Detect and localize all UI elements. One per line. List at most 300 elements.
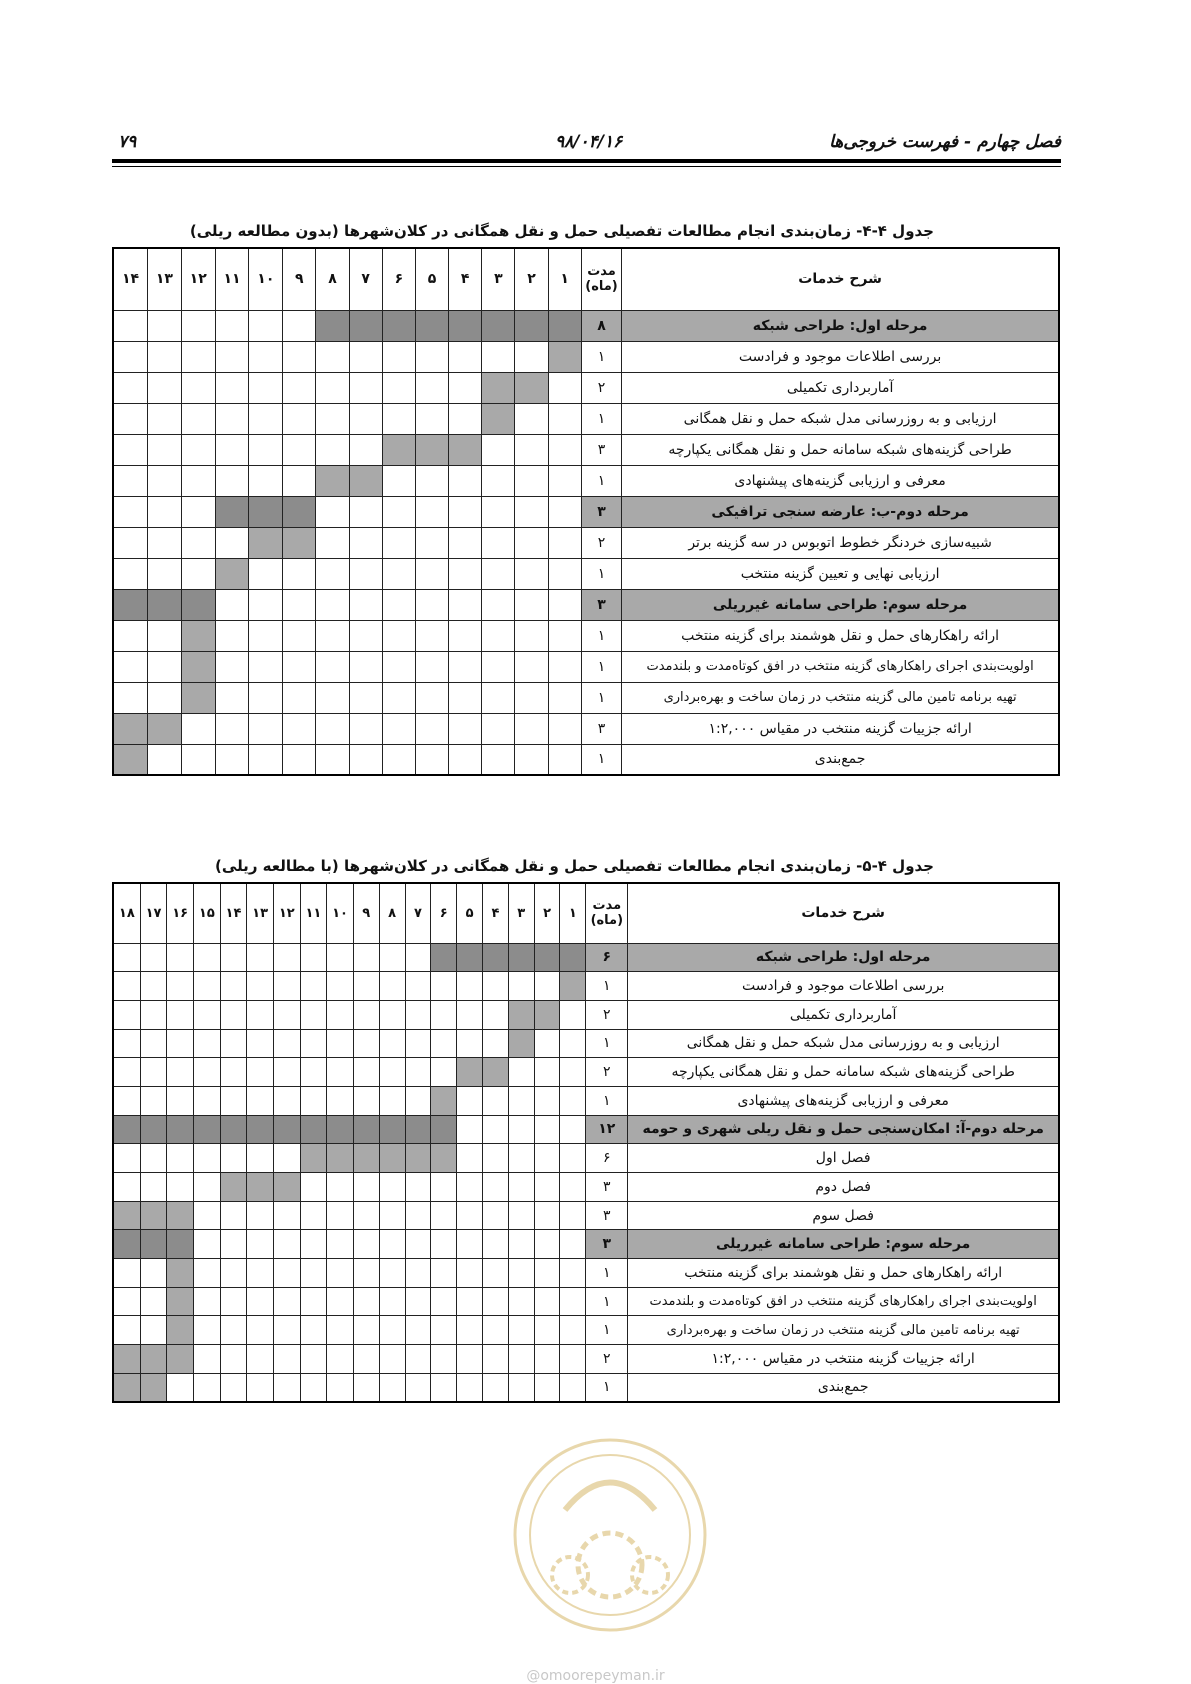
gantt-cell [405, 943, 431, 972]
task-row [113, 1373, 1059, 1402]
gantt-cell [181, 558, 215, 589]
table-header-row [113, 248, 1059, 310]
gantt-cell [140, 1201, 167, 1230]
task-duration: ۱ [581, 465, 621, 496]
task-duration: ۱ [586, 1029, 628, 1058]
gantt-cell [560, 1345, 586, 1374]
gantt-cell [483, 1373, 509, 1402]
gantt-cell [140, 972, 167, 1001]
gantt-cell [382, 527, 415, 558]
gantt-cell [300, 1201, 327, 1230]
gantt-cell [431, 1115, 457, 1144]
desc-header: شرح خدمات [628, 883, 1059, 943]
gantt-cell [247, 1316, 274, 1345]
task-duration: ۳ [586, 1230, 628, 1259]
gantt-cell [327, 1259, 354, 1288]
gantt-cell [167, 943, 194, 972]
gantt-cell [379, 1029, 405, 1058]
gantt-cell [215, 310, 249, 341]
gantt-cell [215, 682, 249, 713]
gantt-cell [515, 558, 548, 589]
gantt-cell [316, 372, 349, 403]
gantt-cell [508, 1173, 534, 1202]
gantt-cell [457, 1230, 483, 1259]
gantt-cell [482, 341, 515, 372]
gantt-cell [534, 1373, 560, 1402]
task-row [113, 744, 1059, 775]
task-row [113, 1029, 1059, 1058]
gantt-cell [181, 682, 215, 713]
month-header: ۸ [379, 883, 405, 943]
gantt-cell [449, 558, 482, 589]
gantt-cell [405, 1086, 431, 1115]
gantt-cell [147, 558, 181, 589]
gantt-cell [316, 713, 349, 744]
phase-title: مرحله اول: طراحی شبکه [622, 310, 1059, 341]
gantt-cell [431, 972, 457, 1001]
gantt-cell [482, 620, 515, 651]
gantt-cell [283, 341, 316, 372]
month-header: ۹ [283, 248, 316, 310]
gantt-cell [113, 1086, 140, 1115]
gantt-cell [167, 1201, 194, 1230]
gantt-cell [379, 943, 405, 972]
gantt-cell [300, 1287, 327, 1316]
gantt-cell [273, 1058, 300, 1087]
gantt-cell [300, 1115, 327, 1144]
month-header: ۱ [548, 248, 581, 310]
gantt-cell [508, 1259, 534, 1288]
gantt-cell [482, 465, 515, 496]
gantt-cell [382, 651, 415, 682]
month-header: ۱۷ [140, 883, 167, 943]
gantt-cell [140, 1373, 167, 1402]
gantt-cell [220, 1373, 247, 1402]
gantt-cell [316, 341, 349, 372]
gantt-cell [482, 403, 515, 434]
gantt-cell [382, 372, 415, 403]
gantt-cell [194, 1058, 221, 1087]
gantt-cell [353, 1316, 379, 1345]
phase-row [113, 1230, 1059, 1259]
month-header: ۵ [457, 883, 483, 943]
gantt-cell [147, 310, 181, 341]
gantt-cell [483, 1115, 509, 1144]
gantt-cell [483, 1230, 509, 1259]
gantt-cell [220, 1345, 247, 1374]
gantt-cell [482, 527, 515, 558]
gantt-cell [194, 1373, 221, 1402]
gantt-cell [273, 1086, 300, 1115]
phase-title: مرحله دوم-آ: امکان‌سنجی حمل و نقل ریلی شهری و حومه [628, 1115, 1059, 1144]
gantt-cell [508, 1029, 534, 1058]
gantt-cell [181, 372, 215, 403]
gantt-cell [415, 682, 448, 713]
gantt-cell [353, 1173, 379, 1202]
phase-row [113, 1115, 1059, 1144]
month-header: ۱۶ [167, 883, 194, 943]
gantt-cell [300, 943, 327, 972]
gantt-cell [181, 744, 215, 775]
gantt-cell [247, 1115, 274, 1144]
task-duration: ۱ [581, 620, 621, 651]
task-row [113, 1000, 1059, 1029]
gantt-cell [534, 1259, 560, 1288]
gantt-cell [353, 1259, 379, 1288]
gantt-cell [273, 1373, 300, 1402]
gantt-cell [167, 1259, 194, 1288]
gantt-cell [548, 434, 581, 465]
gantt-cell [534, 943, 560, 972]
gantt-cell [113, 682, 147, 713]
month-header: ۶ [431, 883, 457, 943]
task-row [113, 713, 1059, 744]
gantt-cell [382, 744, 415, 775]
gantt-cell [405, 1287, 431, 1316]
task-row [113, 434, 1059, 465]
gantt-cell [247, 1373, 274, 1402]
gantt-cell [194, 1029, 221, 1058]
gantt-cell [560, 972, 586, 1001]
gantt-cell [113, 496, 147, 527]
gantt-cell [273, 1316, 300, 1345]
task-duration: ۱ [586, 1287, 628, 1316]
gantt-cell [215, 744, 249, 775]
gantt-cell [382, 403, 415, 434]
task-duration: ۶ [586, 943, 628, 972]
gantt-cell [249, 434, 283, 465]
gantt-cell [379, 1287, 405, 1316]
gantt-cell [194, 1000, 221, 1029]
gantt-cell [247, 943, 274, 972]
month-header: ۴ [449, 248, 482, 310]
month-header: ۲ [515, 248, 548, 310]
task-row [113, 620, 1059, 651]
gantt-cell [515, 465, 548, 496]
gantt-cell [483, 1086, 509, 1115]
gantt-cell [449, 496, 482, 527]
gantt-cell [379, 1259, 405, 1288]
gantt-cell [113, 744, 147, 775]
gantt-cell [508, 1115, 534, 1144]
gantt-cell [215, 341, 249, 372]
gantt-cell [113, 465, 147, 496]
gantt-cell [457, 1029, 483, 1058]
gantt-cell [247, 1259, 274, 1288]
gantt-cell [327, 1115, 354, 1144]
gantt-cell [431, 1345, 457, 1374]
task-row [113, 341, 1059, 372]
gantt-cell [508, 1086, 534, 1115]
phase-row [113, 943, 1059, 972]
gantt-cell [113, 620, 147, 651]
gantt-cell [316, 682, 349, 713]
duration-header: مدت (ماه) [586, 883, 628, 943]
gantt-cell [273, 1345, 300, 1374]
task-duration: ۲ [586, 1345, 628, 1374]
gantt-cell [247, 1287, 274, 1316]
gantt-cell [508, 1373, 534, 1402]
gantt-cell [353, 1058, 379, 1087]
gantt-cell [220, 943, 247, 972]
gantt-cell [482, 558, 515, 589]
task-description: بررسی اطلاعات موجود و فرادست [628, 972, 1059, 1001]
gantt-cell [113, 341, 147, 372]
gantt-cell [181, 310, 215, 341]
gantt-cell [283, 403, 316, 434]
gantt-cell [283, 744, 316, 775]
gantt-cell [316, 527, 349, 558]
gantt-cell [349, 620, 382, 651]
task-row [113, 1316, 1059, 1345]
month-header: ۷ [349, 248, 382, 310]
gantt-cell [449, 403, 482, 434]
task-duration: ۱۲ [586, 1115, 628, 1144]
task-duration: ۱ [581, 682, 621, 713]
gantt-cell [379, 1086, 405, 1115]
month-header: ۳ [508, 883, 534, 943]
gantt-cell [113, 1000, 140, 1029]
gantt-cell [140, 1000, 167, 1029]
gantt-cell [300, 1086, 327, 1115]
gantt-cell [220, 1058, 247, 1087]
gantt-cell [327, 1144, 354, 1173]
gantt-cell [247, 1029, 274, 1058]
gantt-cell [316, 651, 349, 682]
gantt-cell [415, 434, 448, 465]
gantt-cell [482, 713, 515, 744]
month-header: ۱۴ [113, 248, 147, 310]
gantt-cell [515, 341, 548, 372]
gantt-cell [548, 589, 581, 620]
gantt-cell [300, 1000, 327, 1029]
gantt-cell [382, 620, 415, 651]
gantt-cell [140, 1259, 167, 1288]
gantt-cell [483, 972, 509, 1001]
gantt-cell [353, 1029, 379, 1058]
gantt-cell [300, 1259, 327, 1288]
task-duration: ۱ [581, 744, 621, 775]
gantt-cell [273, 1201, 300, 1230]
gantt-cell [220, 1115, 247, 1144]
gantt-cell [353, 1230, 379, 1259]
task-duration: ۱ [581, 403, 621, 434]
gantt-cell [181, 341, 215, 372]
gantt-cell [515, 527, 548, 558]
gantt-cell [483, 1173, 509, 1202]
gantt-cell [431, 1230, 457, 1259]
gantt-cell [300, 1230, 327, 1259]
gantt-cell [215, 403, 249, 434]
gantt-cell [415, 465, 448, 496]
gantt-cell [113, 434, 147, 465]
gantt-cell [140, 1086, 167, 1115]
task-row [113, 1287, 1059, 1316]
task-row [113, 558, 1059, 589]
gantt-cell [449, 434, 482, 465]
gantt-cell [283, 527, 316, 558]
gantt-cell [220, 1173, 247, 1202]
phase-title: مرحله سوم: طراحی سامانه غیرریلی [622, 589, 1059, 620]
gantt-cell [283, 558, 316, 589]
gantt-cell [457, 1144, 483, 1173]
gantt-cell [113, 527, 147, 558]
gantt-cell [113, 1345, 140, 1374]
gantt-cell [273, 972, 300, 1001]
gantt-cell [181, 589, 215, 620]
gantt-cell [353, 1086, 379, 1115]
gantt-cell [147, 527, 181, 558]
gantt-cell [215, 558, 249, 589]
gantt-cell [147, 620, 181, 651]
gantt-cell [283, 682, 316, 713]
gantt-cell [534, 1000, 560, 1029]
gantt-cell [300, 1373, 327, 1402]
gantt-cell [515, 589, 548, 620]
gantt-cell [194, 943, 221, 972]
gantt-cell [147, 496, 181, 527]
gantt-cell [431, 1086, 457, 1115]
gantt-cell [548, 651, 581, 682]
gantt-cell [194, 1345, 221, 1374]
month-header: ۱۳ [247, 883, 274, 943]
gantt-cell [300, 1029, 327, 1058]
gantt-cell [449, 651, 482, 682]
gantt-cell [449, 372, 482, 403]
task-duration: ۱ [586, 972, 628, 1001]
gantt-cell [379, 1144, 405, 1173]
gantt-cell [147, 651, 181, 682]
task-duration: ۳ [581, 589, 621, 620]
gantt-cell [548, 620, 581, 651]
gantt-cell [415, 558, 448, 589]
gantt-cell [273, 1230, 300, 1259]
task-description: فصل دوم [628, 1173, 1059, 1202]
month-header: ۵ [415, 248, 448, 310]
gantt-cell [449, 310, 482, 341]
month-header: ۳ [482, 248, 515, 310]
task-duration: ۳ [581, 496, 621, 527]
gantt-cell [515, 372, 548, 403]
gantt-cell [457, 972, 483, 1001]
task-duration: ۲ [586, 1000, 628, 1029]
month-header: ۴ [483, 883, 509, 943]
gantt-cell [431, 1287, 457, 1316]
gantt-cell [482, 682, 515, 713]
gantt-cell [147, 682, 181, 713]
watermark-text: @omoorepeyman.ir [526, 1668, 665, 1684]
gantt-cell [405, 1029, 431, 1058]
gantt-cell [349, 403, 382, 434]
table2-schedule [112, 882, 1060, 1403]
gantt-cell [457, 1173, 483, 1202]
gantt-cell [181, 434, 215, 465]
task-description: ارائه راهکارهای حمل و نقل هوشمند برای گزینه منتخب [628, 1259, 1059, 1288]
phase-title: مرحله اول: طراحی شبکه [628, 943, 1059, 972]
task-description: ارائه جزییات گزینه منتخب در مقیاس ۱:۲,۰۰۰ [628, 1345, 1059, 1374]
gantt-cell [215, 434, 249, 465]
gantt-cell [167, 1230, 194, 1259]
gantt-cell [194, 1287, 221, 1316]
gantt-cell [147, 372, 181, 403]
task-duration: ۳ [586, 1201, 628, 1230]
task-row [113, 403, 1059, 434]
gantt-cell [415, 527, 448, 558]
gantt-cell [508, 943, 534, 972]
gantt-cell [247, 1144, 274, 1173]
gantt-cell [431, 1259, 457, 1288]
gantt-cell [316, 496, 349, 527]
task-description: اولویت‌بندی اجرای راهکارهای گزینه منتخب در افق کوتاه‌مدت و بلندمدت [628, 1287, 1059, 1316]
gantt-cell [482, 372, 515, 403]
gantt-cell [534, 1173, 560, 1202]
gantt-cell [113, 972, 140, 1001]
gantt-cell [327, 1316, 354, 1345]
gantt-cell [379, 1316, 405, 1345]
gantt-cell [349, 651, 382, 682]
gantt-cell [167, 1029, 194, 1058]
gantt-cell [515, 713, 548, 744]
task-duration: ۸ [581, 310, 621, 341]
gantt-cell [220, 1000, 247, 1029]
page-date: ۹۸/۰۴/۱۶ [555, 132, 623, 152]
gantt-cell [449, 465, 482, 496]
gantt-cell [113, 713, 147, 744]
gantt-cell [316, 620, 349, 651]
month-header: ۱۱ [300, 883, 327, 943]
gantt-cell [220, 1201, 247, 1230]
gantt-cell [534, 1058, 560, 1087]
task-duration: ۱ [581, 341, 621, 372]
task-description: طراحی گزینه‌های شبکه سامانه حمل و نقل همگانی یکپارچه [628, 1058, 1059, 1087]
gantt-cell [431, 1173, 457, 1202]
gantt-cell [534, 1201, 560, 1230]
gantt-cell [167, 1144, 194, 1173]
gantt-cell [349, 589, 382, 620]
gantt-cell [147, 744, 181, 775]
gantt-cell [548, 341, 581, 372]
task-description: تهیه برنامه تامین مالی گزینه منتخب در زمان ساخت و بهره‌برداری [622, 682, 1059, 713]
gantt-cell [548, 558, 581, 589]
month-header: ۷ [405, 883, 431, 943]
task-row [113, 527, 1059, 558]
gantt-cell [415, 372, 448, 403]
gantt-cell [194, 972, 221, 1001]
gantt-cell [249, 558, 283, 589]
gantt-cell [140, 1029, 167, 1058]
gantt-cell [548, 713, 581, 744]
gantt-cell [457, 1287, 483, 1316]
gantt-cell [249, 310, 283, 341]
gantt-cell [327, 1345, 354, 1374]
gantt-cell [431, 943, 457, 972]
gantt-cell [534, 1345, 560, 1374]
gantt-cell [449, 744, 482, 775]
gantt-cell [457, 1259, 483, 1288]
gantt-cell [415, 620, 448, 651]
task-description: طراحی گزینه‌های شبکه سامانه حمل و نقل همگانی یکپارچه [622, 434, 1059, 465]
table1-caption: جدول ۴-۴- زمان‌بندی انجام مطالعات تفصیلی حمل و نقل همگانی در کلان‌شهرها (بدون مطالعه ریلی) [189, 222, 934, 240]
gantt-cell [194, 1144, 221, 1173]
gantt-cell [508, 1287, 534, 1316]
watermark-logo [510, 1435, 710, 1635]
gantt-cell [379, 1230, 405, 1259]
gantt-cell [431, 1144, 457, 1173]
gantt-cell [515, 620, 548, 651]
gantt-cell [483, 1316, 509, 1345]
gantt-cell [405, 1058, 431, 1087]
chapter-title: فصل چهارم - فهرست خروجی‌ها [829, 132, 1061, 152]
